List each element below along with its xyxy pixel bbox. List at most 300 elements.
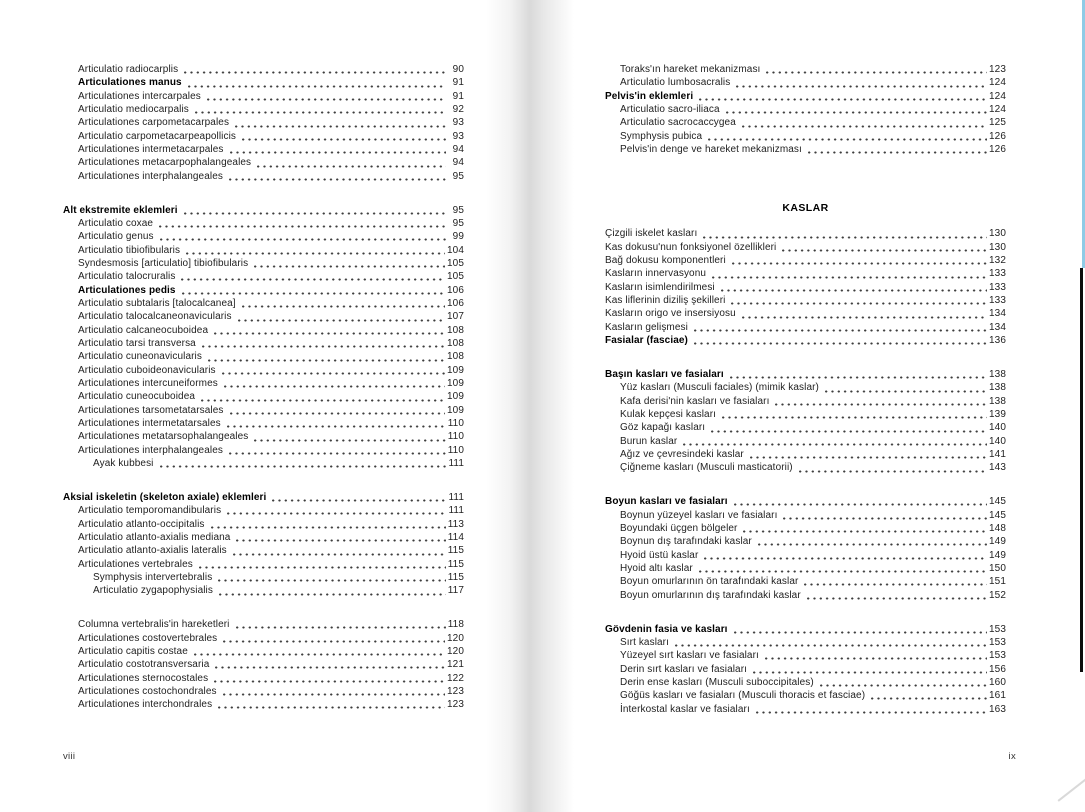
dot-leader [242,305,445,308]
dot-leader [194,653,445,656]
toc-entry-page: 140 [989,435,1006,447]
dot-leader [186,252,445,255]
toc-entry-page: 130 [989,241,1006,253]
toc-entry-page: 140 [989,422,1006,434]
toc-entry-title: Articulationes costochondrales [78,685,217,697]
toc-entry [605,281,1006,294]
toc-entry-page: 151 [989,576,1006,588]
toc-entry-page: 92 [452,104,464,116]
toc-entry [63,518,464,531]
toc-entry [605,143,1006,156]
toc-entry-title: Boyun omurlarının ön tarafındaki kaslar [620,576,799,588]
toc-entry [63,645,464,658]
toc-section [63,491,464,598]
toc-entry-page: 106 [447,284,464,296]
toc-entry-page: 110 [447,418,464,430]
toc-entry-title: Boyundaki üçgen bölgeler [620,522,738,534]
toc-entry-title: Alt ekstremite eklemleri [63,204,178,216]
toc-section [605,227,1006,347]
toc-entry-title: Articulationes intermetatarsales [78,418,221,430]
toc-entry-page: 95 [452,204,464,216]
toc-entry-page: 120 [447,645,464,657]
dot-leader [683,443,987,446]
toc-entry [63,284,464,297]
toc-entry-page: 145 [989,496,1006,508]
toc-entry-page: 108 [447,324,464,336]
dot-leader [218,706,445,709]
toc-entry-title: Articulationes interphalangeales [78,444,223,456]
toc-entry-title: Ağız ve çevresindeki kaslar [620,449,744,461]
toc-entry-title: Articulationes metacarpophalangeales [78,157,252,169]
right-page-toc [605,63,1006,716]
toc-entry [63,544,464,557]
toc-entry-title: Articulatio tibiofibularis [78,244,181,256]
toc-entry-title: Bağ dokusu komponentleri [605,255,726,267]
toc-entry-title: Articulatio capitis costae [78,645,188,657]
toc-entry-page: 149 [989,549,1006,561]
toc-entry-title: Çiğneme kasları (Musculi masticatorii) [620,462,793,474]
toc-entry-page: 94 [452,144,464,156]
toc-entry-page: 115 [447,572,464,584]
dot-leader [199,566,446,569]
toc-entry-title: Articulatio talocruralis [78,271,176,283]
dot-leader [694,342,987,345]
toc-entry-title: Başın kasları ve fasiaları [605,369,724,380]
toc-entry-title: Burun kaslar [620,435,678,447]
toc-entry [605,549,1006,562]
toc-entry [605,368,1006,381]
toc-entry [605,623,1006,636]
dot-leader [227,425,446,428]
toc-entry-title: Articulationes tarsometatarsales [78,404,224,416]
toc-entry-title: Kasların isimlendirilmesi [605,281,715,293]
toc-entry-title: Articulationes pedis [78,284,176,296]
toc-entry-page: 148 [989,522,1006,534]
toc-entry-title: Articulatio cuboideonavicularis [78,364,216,376]
toc-entry [63,170,464,183]
dot-leader [223,693,445,696]
toc-entry-page: 107 [447,311,464,323]
toc-entry-page: 161 [989,690,1006,702]
toc-entry-page: 120 [447,632,464,644]
dot-leader [202,345,445,348]
dot-leader [242,138,446,141]
dot-leader [734,503,987,506]
toc-entry-title: Kasların gelişmesi [605,321,688,333]
toc-entry-page: 90 [452,64,464,75]
toc-entry-title: Articulatio temporomandibularis [78,505,222,517]
toc-entry-page: 133 [989,281,1006,293]
dot-leader [742,316,987,319]
dot-leader [215,666,445,669]
toc-entry-title: Articulationes intercuneiformes [78,378,218,390]
toc-entry-title: Articulatio sacro-iliaca [620,104,720,116]
dot-leader [214,332,445,335]
toc-entry [605,636,1006,649]
dot-leader [730,376,987,379]
toc-entry-title: Aksial iskeletin (skeleton axiale) eklemleri [63,491,267,503]
toc-entry [63,244,464,257]
toc-entry-title: Articulatio zygapophysialis [93,585,213,597]
toc-entry [63,491,464,504]
dot-leader [235,125,446,128]
toc-entry [63,571,464,584]
toc-entry [63,430,464,443]
dot-leader [182,292,445,295]
toc-entry [605,381,1006,394]
toc-entry-page: 118 [447,619,464,631]
dot-leader [871,697,987,700]
toc-entry-title: Articulatio calcaneocuboidea [78,324,209,336]
toc-entry-title: Ayak kubbesi [93,458,154,470]
toc-entry [63,672,464,685]
toc-entry-title: Çizgili iskelet kasları [605,228,698,240]
toc-entry-title: Boyun omurlarının dış tarafındaki kaslar [620,589,801,601]
toc-entry-title: Kas dokusu'nun fonksiyonel özellikleri [605,241,777,253]
toc-entry [63,444,464,457]
toc-section [605,63,1006,156]
toc-entry-page: 145 [989,509,1006,521]
toc-entry-page: 156 [989,663,1006,675]
toc-entry-page: 124 [989,90,1006,102]
dot-leader [799,470,987,473]
toc-entry-title: İnterkostal kaslar ve fasiaları [620,703,750,715]
toc-section [63,618,464,711]
toc-entry-page: 134 [989,308,1006,320]
toc-entry-title: Gövdenin fasia ve kasları [605,623,728,635]
toc-entry-page: 91 [452,77,464,89]
toc-entry-page: 138 [989,395,1006,407]
toc-entry [605,575,1006,588]
dot-leader [184,71,446,74]
toc-entry-page: 153 [989,636,1006,648]
dot-leader [257,165,446,168]
toc-entry-page: 111 [448,505,464,517]
toc-entry-title: Boyun kasları ve fasiaları [605,496,728,508]
dot-leader [184,212,446,215]
dot-leader [804,583,987,586]
dot-leader [201,399,445,402]
toc-entry [63,558,464,571]
dot-leader [233,553,446,556]
dot-leader [272,499,446,502]
dot-leader [195,111,446,114]
toc-entry [63,364,464,377]
dot-leader [820,684,987,687]
toc-entry-page: 125 [989,117,1006,129]
toc-entry-page: 105 [447,257,464,269]
toc-entry-title: Pelvis'in denge ve hareket mekanizması [620,144,802,156]
toc-entry [605,408,1006,421]
toc-entry-page: 110 [447,444,464,456]
toc-entry [605,689,1006,702]
toc-entry-title: Articulationes manus [78,77,182,89]
toc-entry-title: Pelvis'in eklemleri [605,90,694,102]
toc-entry-title: Articulationes intermetacarpales [78,144,224,156]
toc-entry-page: 108 [447,338,464,350]
toc-entry-title: Syndesmosis [articulatio] tibiofibularis [78,257,249,269]
toc-entry [605,63,1006,76]
book-edge-black-strip [1080,268,1083,672]
toc-entry [63,658,464,671]
dot-leader [218,579,445,582]
dot-leader [782,249,987,252]
toc-entry-page: 94 [452,157,464,169]
dot-leader [743,530,987,533]
toc-entry-title: Articulationes interchondrales [78,699,213,711]
toc-entry-page: 109 [447,378,464,390]
toc-entry [605,103,1006,116]
toc-entry-title: Articulatio cuneocuboidea [78,391,196,403]
dot-leader [742,125,987,128]
toc-entry [63,350,464,363]
dot-leader [732,262,987,265]
toc-entry [63,584,464,597]
dot-leader [699,98,987,101]
dot-leader [236,626,446,629]
toc-entry-title: Articulationes carpometacarpales [78,117,230,129]
toc-entry [63,297,464,310]
dot-leader [808,151,987,154]
dot-leader [219,593,446,596]
dot-leader [712,276,987,279]
toc-entry-page: 153 [989,650,1006,662]
left-page-number: viii [63,751,76,762]
toc-entry [63,156,464,169]
toc-entry [605,522,1006,535]
toc-entry-page: 122 [447,672,464,684]
toc-entry-page: 113 [447,518,464,530]
dot-leader [734,631,987,634]
dot-leader [223,640,445,643]
toc-entry-page: 141 [989,449,1006,461]
toc-entry [63,337,464,350]
dot-leader [159,225,446,228]
toc-entry [63,324,464,337]
dot-leader [753,671,987,674]
toc-entry-page: 109 [447,404,464,416]
toc-entry [605,254,1006,267]
toc-entry-page: 126 [989,144,1006,156]
toc-entry-page: 108 [447,351,464,363]
toc-entry-title: Kulak kepçesi kasları [620,409,717,421]
toc-entry-page: 139 [989,409,1006,421]
dot-leader [254,439,445,442]
toc-entry-page: 115 [447,558,464,570]
toc-entry [63,618,464,631]
toc-entry [605,448,1006,461]
toc-entry-page: 136 [989,335,1006,347]
dot-leader [254,265,445,268]
dot-leader [188,85,446,88]
dot-leader [222,372,445,375]
dot-leader [758,543,987,546]
toc-entry-title: Fasialar (fasciae) [605,335,688,347]
toc-entry-page: 133 [989,268,1006,280]
toc-entry [605,241,1006,254]
toc-entry-title: Kasların innervasyonu [605,268,707,280]
toc-entry [605,676,1006,689]
toc-entry-page: 123 [447,685,464,697]
toc-entry [605,321,1006,334]
toc-entry-page: 109 [447,391,464,403]
dot-leader [236,539,445,542]
toc-entry [605,334,1006,347]
toc-entry-page: 106 [447,298,464,309]
toc-entry-page: 138 [989,369,1006,380]
toc-entry-page: 109 [447,364,464,376]
toc-entry [605,90,1006,103]
toc-entry-page: 93 [452,130,464,142]
toc-entry-page: 111 [448,491,464,503]
toc-entry-title: Articulatio costotransversaria [78,659,210,671]
dot-leader [703,236,987,239]
toc-section [63,204,464,471]
page-gutter-shadow [486,0,574,812]
toc-entry [605,562,1006,575]
toc-entry [63,685,464,698]
page-corner-mark [1058,774,1085,801]
toc-entry [63,310,464,323]
toc-entry-title: Göz kapağı kasları [620,422,706,434]
toc-entry-title: Boynun dış tarafındaki kaslar [620,536,752,548]
dot-leader [238,319,445,322]
toc-entry-title: Columna vertebralis'in hareketleri [78,619,230,631]
toc-entry-page: 123 [989,64,1006,75]
toc-entry-title: Articulatio genus [78,231,154,243]
toc-entry [63,390,464,403]
toc-entry-page: 115 [447,545,464,557]
dot-leader [181,278,445,281]
toc-entry-title: Articulatio sacrocaccygea [620,117,736,129]
dot-leader [825,390,987,393]
toc-section [605,368,1006,475]
toc-entry-title: Boynun yüzeyel kasları ve fasiaları [620,509,778,521]
dot-leader [775,403,987,406]
toc-entry-page: 163 [989,703,1006,715]
dot-leader [160,238,446,241]
toc-entry [605,395,1006,408]
toc-entry-page: 143 [989,462,1006,474]
toc-entry-title: Hyoid altı kaslar [620,562,693,574]
toc-entry-title: Articulatio radiocarplis [78,64,179,75]
toc-entry-title: Articulatio atlanto-occipitalis [78,518,205,530]
toc-entry-page: 124 [989,104,1006,116]
dot-leader [756,711,987,714]
toc-entry [63,632,464,645]
toc-entry-title: Derin sırt kasları ve fasiaları [620,663,748,675]
toc-entry-title: Yüzeyel sırt kasları ve fasiaları [620,650,759,662]
toc-entry [605,509,1006,522]
toc-entry-page: 117 [447,585,464,597]
toc-entry-page: 121 [447,659,464,671]
toc-entry [63,143,464,156]
dot-leader [750,456,987,459]
toc-entry [63,217,464,230]
toc-entry-page: 152 [989,589,1006,601]
dot-leader [207,98,446,101]
toc-entry-title: Articulatio subtalaris [talocalcanea] [78,298,236,309]
toc-entry [605,495,1006,508]
toc-entry-page: 99 [452,231,464,243]
dot-leader [230,412,446,415]
dot-leader [694,329,987,332]
toc-entry-page: 150 [989,562,1006,574]
toc-entry-title: Articulationes costovertebrales [78,632,218,644]
toc-entry-title: Articulatio tarsi transversa [78,338,196,350]
toc-entry-page: 123 [447,699,464,711]
dot-leader [230,151,447,154]
toc-entry [63,257,464,270]
dot-leader [211,526,446,529]
toc-entry-title: Kas liflerinin diziliş şekilleri [605,295,726,307]
toc-entry-page: 114 [447,532,464,543]
toc-entry-title: Articulationes sternocostales [78,672,209,684]
toc-entry-page: 110 [447,431,464,443]
dot-leader [711,430,987,433]
toc-entry-title: Symphysis intervertebralis [93,572,213,584]
dot-leader [229,452,446,455]
dot-leader [699,570,987,573]
toc-entry-title: Articulationes intercarpales [78,90,201,102]
toc-entry-title: Yüz kasları (Musculi faciales) (mimik kaslar) [620,382,819,394]
toc-entry [605,461,1006,474]
toc-entry-page: 105 [447,271,464,283]
toc-section [63,63,464,183]
toc-entry-title: Göğüs kasları ve fasiaları (Musculi thoracis et fasciae) [620,690,866,702]
toc-entry [63,270,464,283]
toc-entry [63,531,464,544]
toc-entry-page: 149 [989,536,1006,548]
toc-entry-page: 95 [452,217,464,229]
toc-entry-title: Kafa derisi'nin kasları ve fasiaları [620,395,770,407]
toc-entry [63,377,464,390]
dot-leader [721,289,987,292]
toc-entry [605,421,1006,434]
dot-leader [229,178,446,181]
dot-leader [214,680,445,683]
toc-entry-title: Articulatio coxae [78,217,154,229]
toc-entry-title: Symphysis pubica [620,130,703,142]
toc-entry-page: 133 [989,295,1006,307]
toc-entry [63,404,464,417]
toc-entry-page: 111 [448,458,464,470]
toc-entry [63,417,464,430]
toc-entry [605,649,1006,662]
toc-entry-title: Articulatio carpometacarpeapollicis [78,130,237,142]
dot-leader [765,657,987,660]
toc-entry [63,76,464,89]
toc-entry-title: Hyoid üstü kaslar [620,549,699,561]
toc-entry [63,130,464,143]
dot-leader [224,385,445,388]
toc-entry [63,457,464,470]
toc-entry [605,663,1006,676]
toc-entry [605,76,1006,89]
dot-leader [807,597,987,600]
toc-entry-title: Sırt kasları [620,636,669,648]
toc-entry-title: Derin ense kasları (Musculi suboccipitales) [620,676,814,688]
toc-entry [63,63,464,76]
toc-entry-title: Articulatio atlanto-axialis lateralis [78,545,227,557]
toc-entry-page: 126 [989,130,1006,142]
dot-leader [675,644,987,647]
toc-section [605,623,1006,716]
toc-section [605,495,1006,602]
dot-leader [160,465,447,468]
toc-entry-page: 93 [452,117,464,129]
toc-entry-page: 132 [989,255,1006,267]
